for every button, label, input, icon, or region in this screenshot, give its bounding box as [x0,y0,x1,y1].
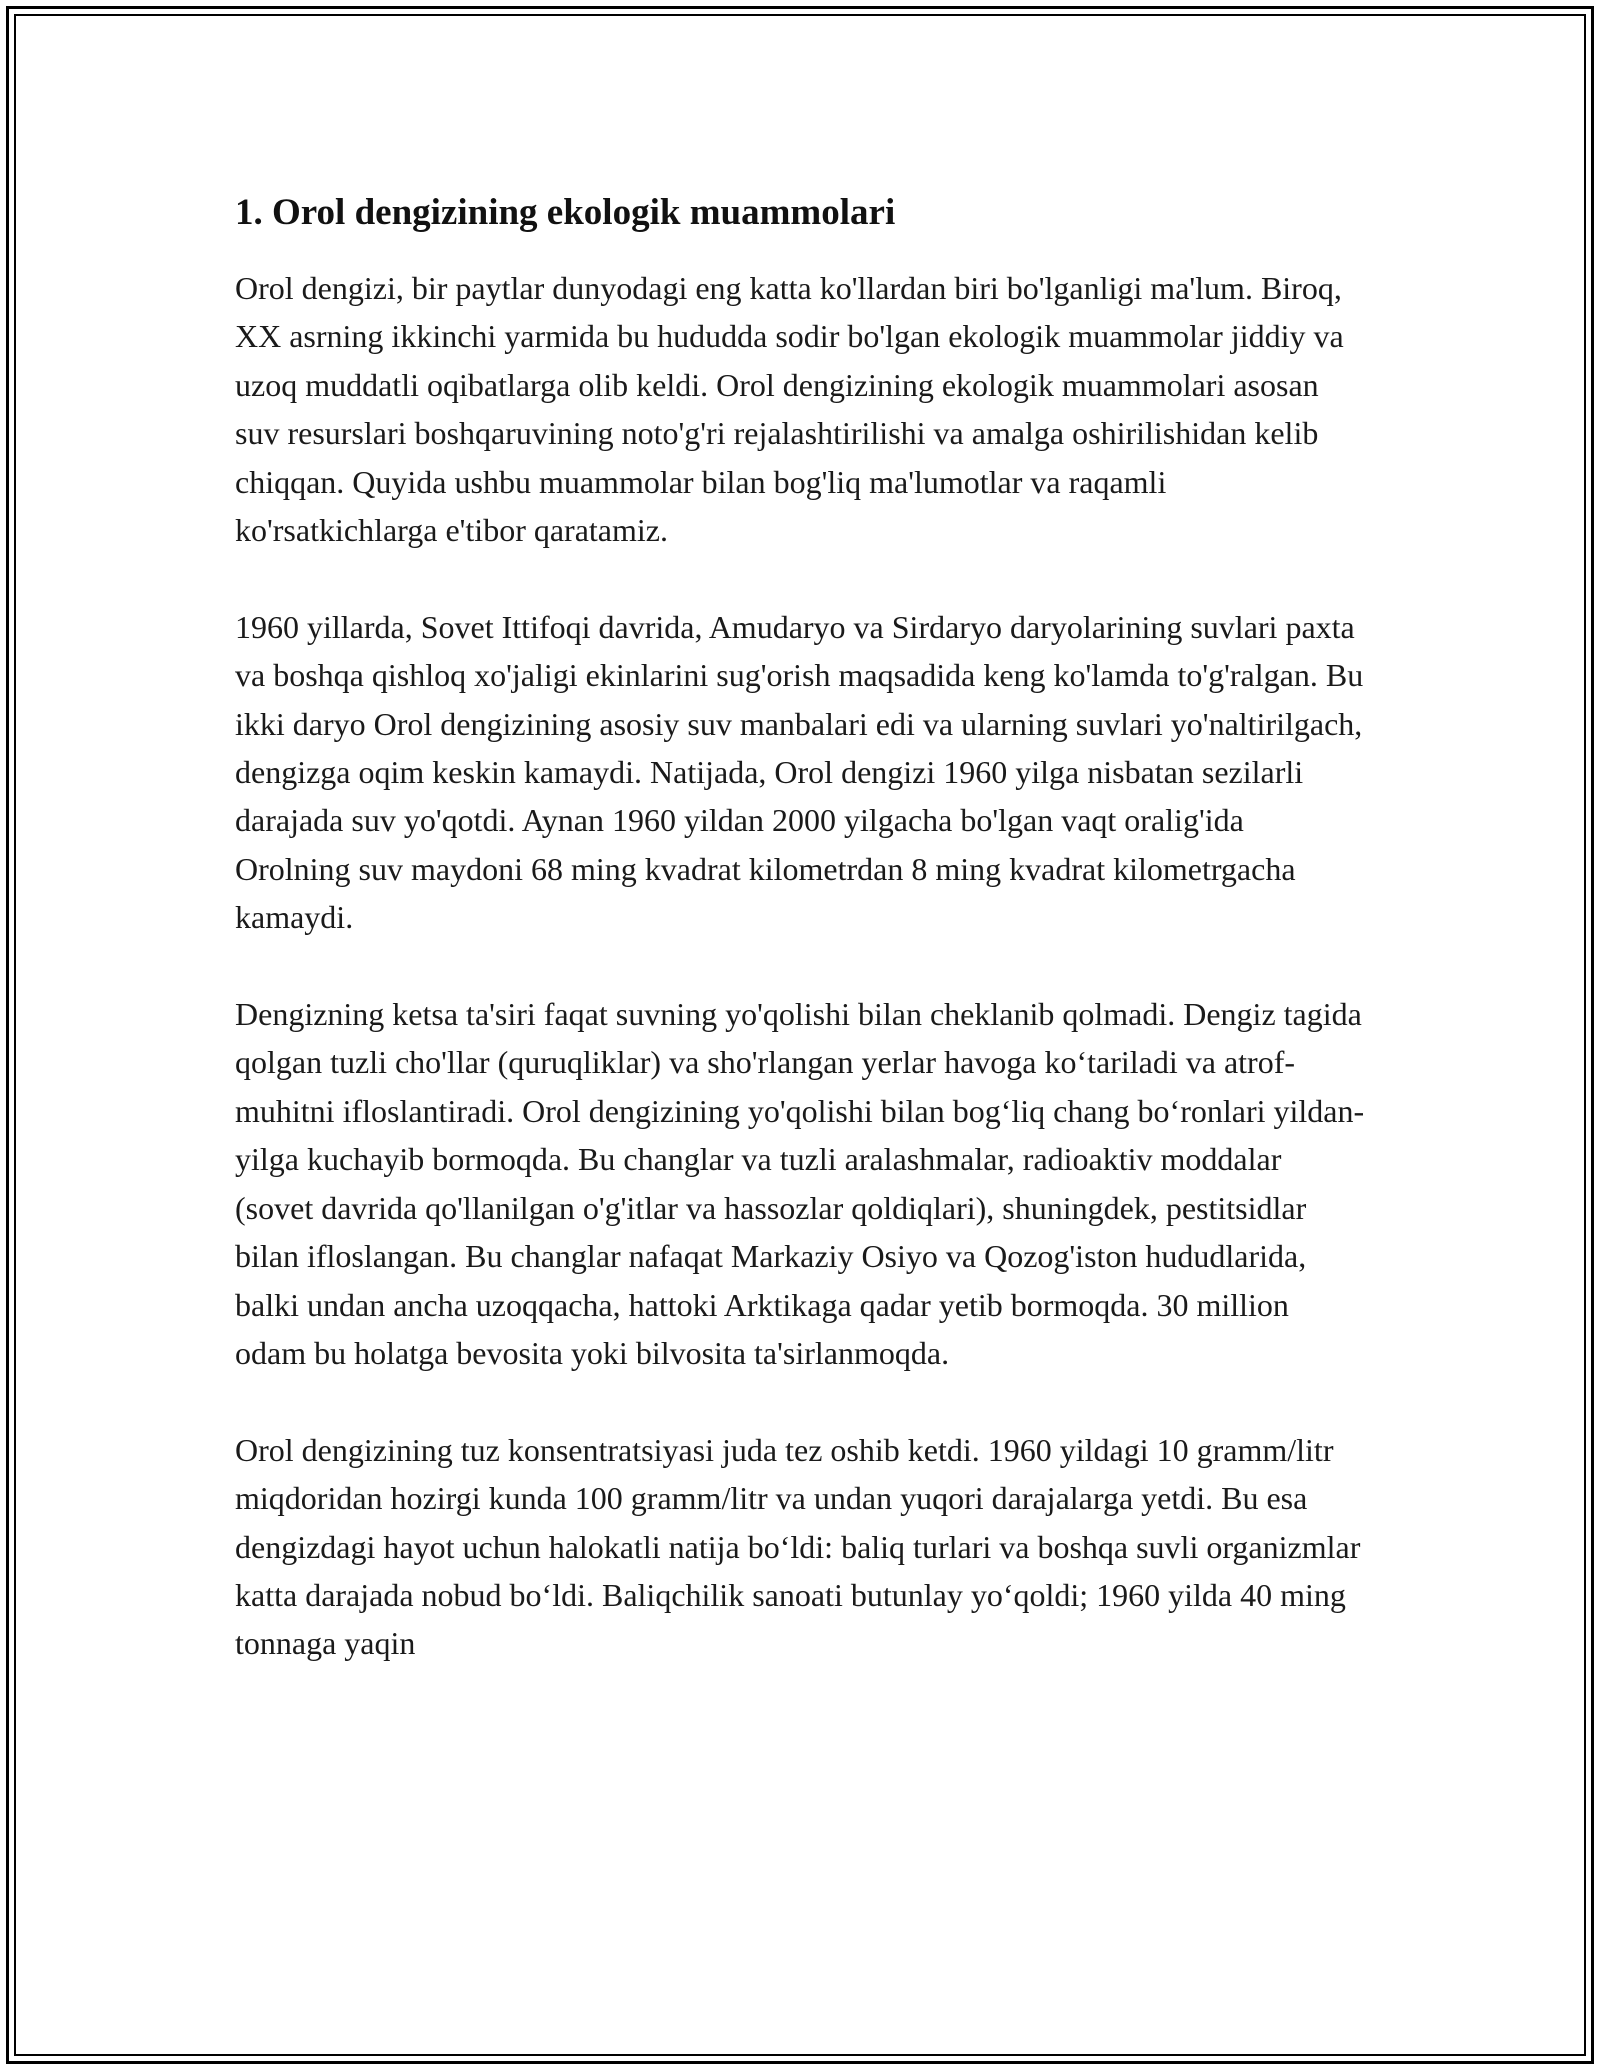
document-body [235,188,1365,1716]
paragraph-4: Orol dengizining tuz konsentratsiyasi juda tez oshib ketdi. 1960 yildagi 10 gramm/litr miqdoridan hozirgi kunda 100 gramm/litr va undan yuqori darajalarga yetdi. Bu esa dengizdagi hayot uchun halokatli natija bo‘ldi: baliq turlari va boshqa suvli organizmlar katta darajada nobud bo‘ldi. Baliqchilik sanoati butunlay yo‘qoldi; 1960 yilda 40 ming tonnaga yaqin [235,1431,1361,1662]
paragraph-1: Orol dengizi, bir paytlar dunyodagi eng katta ko'llardan biri bo'lganligi ma'lum. Biroq, XX asrning ikkinchi yarmida bu hududda sodir bo'lgan ekologik muammolar jiddiy va uzoq muddatli oqibatlarga olib keldi. Orol dengizining ekologik muammolari asosan suv resurslari boshqaruvining noto'g'ri rejalashtirilishi va amalga oshirilishidan kelib chiqqan. Quyida ushbu muammolar bilan bog'liq ma'lumotlar va raqamli ko'rsatkichlarga e'tibor qaratamiz. [235,270,1344,549]
paragraph-2: 1960 yillarda, Sovet Ittifoqi davrida, Amudaryo va Sirdaryo daryolarining suvlari paxta va boshqa qishloq xo'jaligi ekinlarini sug'orish maqsadida keng ko'lamda to'g'ralgan. Bu ikki daryo Orol dengizining asosiy suv manbalari edi va ularning suvlari yo'naltirilgach, dengizga oqim keskin kamaydi. Natijada, Orol dengizi 1960 yilga nisbatan sezilarli darajada suv yo'qotdi. Aynan 1960 yildan 2000 yilgacha bo'lgan vaqt oralig'ida Orolning suv maydoni 68 ming kvadrat kilometrdan 8 ming kvadrat kilometrgacha kamaydi. [235,608,1364,936]
paragraph-3: Dengizning ketsa ta'siri faqat suvning yo'qolishi bilan cheklanib qolmadi. Dengiz tagida qolgan tuzli cho'llar (quruqliklar) va sho'rlangan yerlar havoga ko‘tariladi va atrof-muhitni ifloslantiradi. Orol dengizining yo'qolishi bilan bog‘liq chang bo‘ronlari yildan-yilga kuchayib bormoqda. Bu changlar va tuzli aralashmalar, radioaktiv moddalar (sovet davrida qo'llanilgan o'g'itlar va hassozlar qoldiqlari), shuningdek, pestitsidlar bilan ifloslangan. Bu changlar nafaqat Markaziy Osiyo va Qozog'iston hududlarida, balki undan ancha uzoqqacha, hattoki Arktikaga qadar yetib bormoqda. 30 million odam bu holatga bevosita yoki bilvosita ta'sirlanmoqda. [235,996,1365,1371]
section-title: 1. Orol dengizining ekologik muammolari [235,192,896,233]
